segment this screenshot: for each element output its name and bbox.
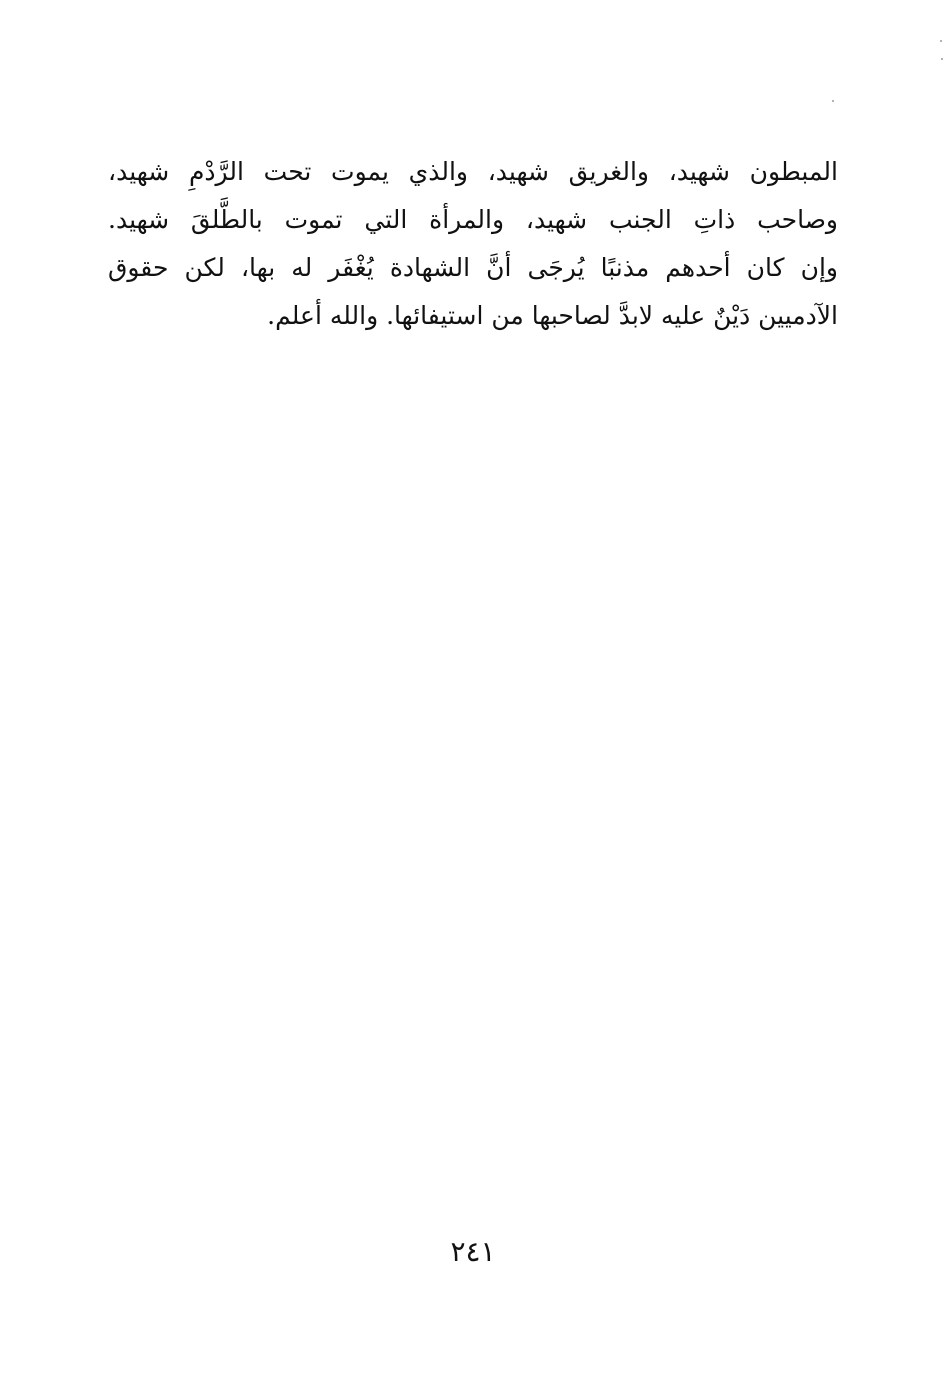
scan-speck xyxy=(941,58,943,60)
scan-speck xyxy=(940,40,942,42)
text-line-4: الآدميين دَيْنٌ عليه لابدَّ لصاحبها من استيفائها. والله أعلم. xyxy=(267,301,838,330)
text-line-2: وصاحب ذاتِ الجنب شهيد، والمرأة التي تموت بالطَّلقَ شهيد. xyxy=(108,205,838,234)
body-paragraph xyxy=(108,148,838,340)
text-line-3: وإن كان أحدهم مذنبًا يُرجَى أنَّ الشهادة يُغْفَر له بها، لكن حقوق xyxy=(108,253,838,282)
scan-speck xyxy=(832,100,834,102)
text-line-1: المبطون شهيد، والغريق شهيد، والذي يموت تحت الرَّدْمِ شهيد، xyxy=(108,157,838,186)
page-number: ٢٤١ xyxy=(450,1235,496,1268)
